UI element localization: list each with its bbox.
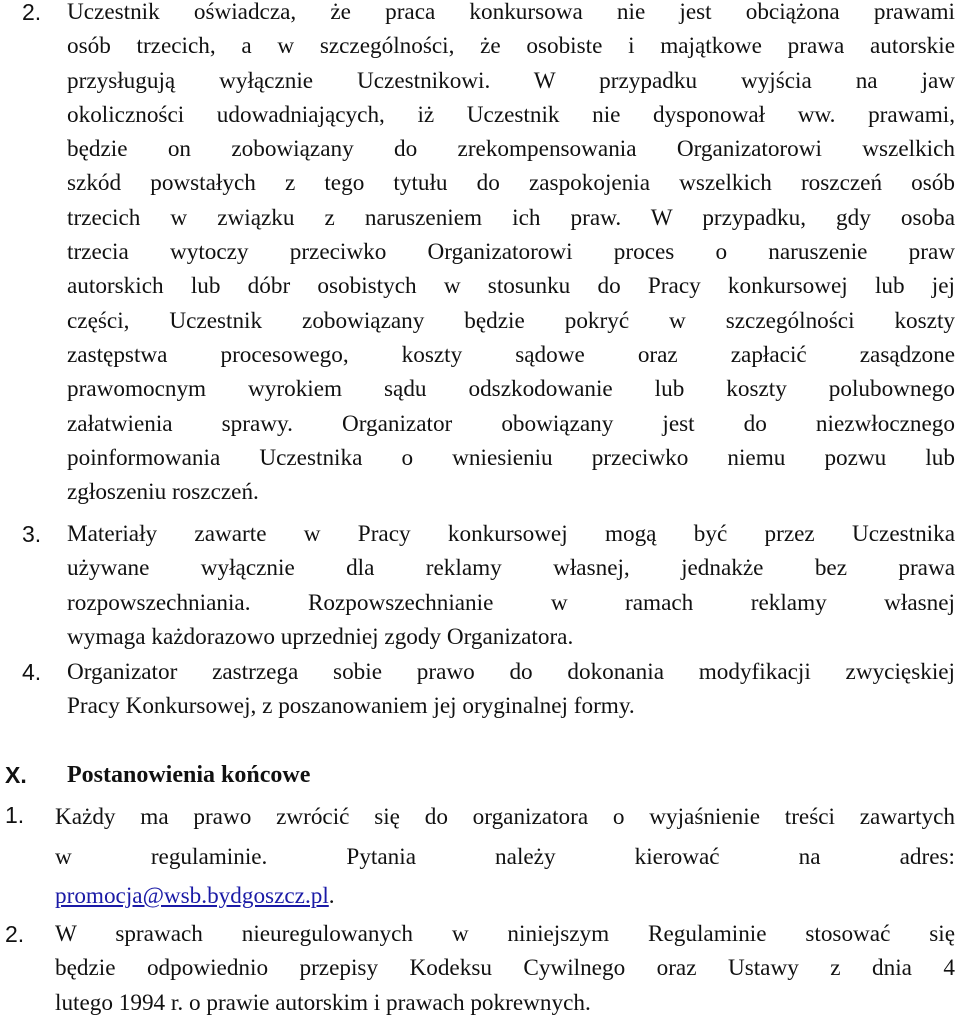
text-line: osób trzecich, a w szczególności, że osobiste i majątkowe prawa autorskie — [67, 33, 955, 60]
item-number: 3. — [22, 521, 42, 547]
text-line: używane wyłącznie dla reklamy własnej, jednakże bez prawa — [67, 555, 955, 582]
item-text — [67, 517, 955, 654]
text-line: lutego 1994 r. o prawie autorskim i prawach pokrewnych. — [55, 989, 591, 1016]
text-line: W sprawach nieuregulowanych w niniejszym Regulaminie stosować się — [55, 921, 955, 947]
item-text — [67, 655, 955, 724]
email-suffix: . — [328, 883, 335, 909]
text-line: autorskich lub dóbr osobistych w stosunku do Pracy konkursowej lub jej — [67, 273, 955, 300]
item-text — [55, 917, 955, 1020]
text-line: będzie on zobowiązany do zrekompensowania Organizatorowi wszelkich — [67, 136, 955, 163]
text-line: poinformowania Uczestnika o wniesieniu przeciwko niemu pozwu lub — [67, 444, 955, 471]
text-line: Materiały zawarte w Pracy konkursowej mogą być przez Uczestnika — [67, 521, 955, 547]
item-text — [55, 798, 955, 917]
text-line: zastępstwa procesowego, koszty sądowe oraz zapłacić zasądzone — [67, 341, 955, 368]
section-number: X. — [5, 762, 27, 788]
email-link[interactable]: promocja@wsb.bydgoszcz.pl — [55, 883, 329, 909]
text-line: Organizator zastrzega sobie prawo do dokonania modyfikacji zwycięskiej — [67, 659, 955, 685]
item-number: 4. — [22, 659, 42, 685]
text-line: części, Uczestnik zobowiązany będzie pokryć w szczególności koszty — [67, 307, 955, 334]
text-line: szkód powstałych z tego tytułu do zaspokojenia wszelkich roszczeń osób — [67, 170, 955, 197]
item-number: 1. — [5, 802, 25, 828]
text-line — [55, 877, 955, 917]
item-number: 2. — [22, 0, 42, 25]
text-line: Każdy ma prawo zwrócić się do organizatora o wyjaśnienie treści zawartych — [55, 804, 955, 830]
text-line: Pracy Konkursowej, z poszanowaniem jej oryginalnej formy. — [67, 693, 635, 720]
text-line: przysługują wyłącznie Uczestnikowi. W przypadku wyjścia na jaw — [67, 67, 955, 94]
text-line: rozpowszechniania. Rozpowszechnianie w ramach reklamy własnej — [67, 589, 955, 616]
item-text — [67, 0, 955, 509]
text-line: będzie odpowiednio przepisy Kodeksu Cywilnego oraz Ustawy z dnia 4 — [55, 955, 955, 982]
text-line: prawomocnym wyrokiem sądu odszkodowanie lub koszty polubownego — [67, 376, 955, 403]
section-title: Postanowienia końcowe — [67, 762, 311, 788]
text-line: w regulaminie. Pytania należy kierować na adres: — [55, 843, 955, 870]
text-line: trzecia wytoczy przeciwko Organizatorowi proces o naruszenie praw — [67, 239, 955, 266]
text-line: zgłoszeniu roszczeń. — [67, 479, 259, 506]
item-number: 2. — [5, 921, 25, 947]
text-line: Uczestnik oświadcza, że praca konkursowa nie jest obciążona prawami — [67, 0, 955, 25]
text-line: trzecich w związku z naruszeniem ich praw. W przypadku, gdy osoba — [67, 204, 955, 231]
text-line: wymaga każdorazowo uprzedniej zgody Organizatora. — [67, 623, 574, 650]
text-line: załatwienia sprawy. Organizator obowiązany jest do niezwłocznego — [67, 410, 955, 437]
text-line: okoliczności udowadniających, iż Uczestnik nie dysponował ww. prawami, — [67, 101, 955, 128]
